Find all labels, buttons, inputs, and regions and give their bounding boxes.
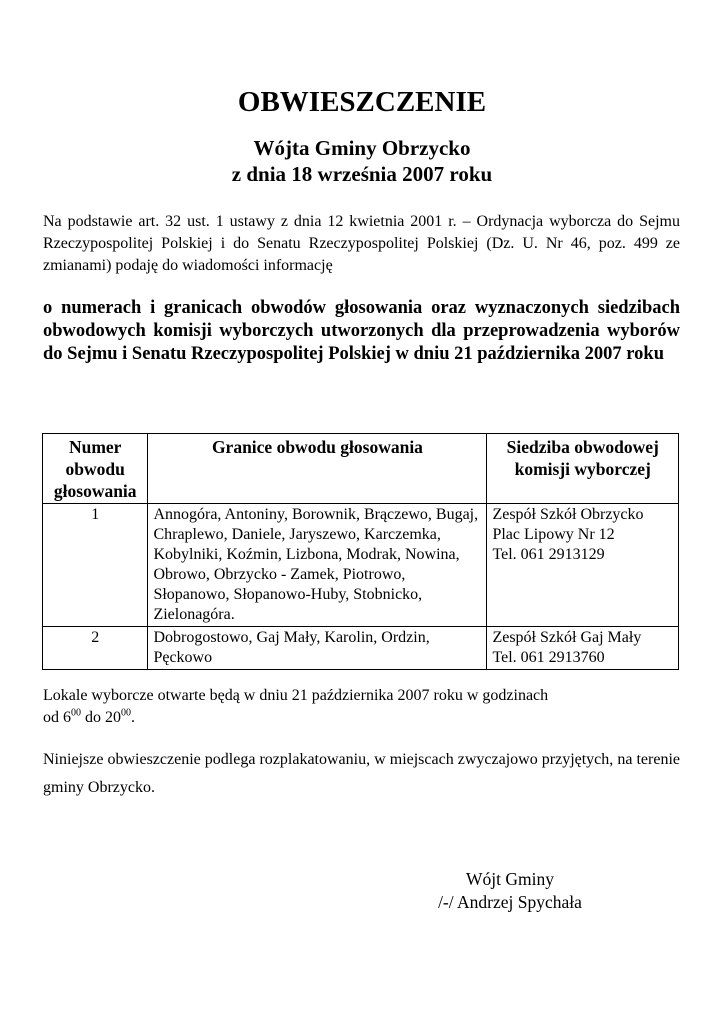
header-boundaries: Granice obwodu głosowania (148, 434, 487, 504)
issuer-heading: Wójta Gminy Obrzycko (253, 136, 471, 160)
header-seat (487, 434, 679, 504)
district-seat (487, 627, 679, 670)
district-seat (487, 504, 679, 627)
seat-line: Tel. 061 2913760 (492, 649, 605, 666)
legal-basis-paragraph: Na podstawie art. 32 ust. 1 ustawy z dnia 12 kwietnia 2001 r. – Ordynacja wyborcza do Sejmu Rzeczypospolitej Polskiej i do Senatu Rzeczypospolitej Polskiej (Dz. U. Nr 46, poz. 499 ze zmianami) podaję do wiadomości informację (43, 213, 680, 274)
posting-note-paragraph: Niniejsze obwieszczenie podlega rozplakatowaniu, w miejscach zwyczajowo przyjętych, na terenie gminy Obrzycko. (43, 751, 680, 796)
district-number: 2 (43, 627, 148, 670)
table-header-row (43, 434, 679, 504)
opening-hours-range: od $6^{00}$ do $20^{00}$. (43, 707, 135, 726)
seat-line: Zespół Szkół Gaj Mały (492, 629, 642, 646)
header-seat-line: komisji wyborczej (514, 459, 651, 479)
opening-hours-text: Lokale wyborcze otwarte będą w dniu 21 października 2007 roku w godzinach (43, 687, 549, 704)
voting-districts-table (42, 433, 679, 670)
seat-line: Tel. 061 2913129 (492, 546, 605, 563)
header-number: Numer obwodu głosowania (43, 434, 148, 504)
seat-line: Zespół Szkół Obrzycko (492, 506, 644, 523)
seat-line: Plac Lipowy Nr 12 (492, 526, 615, 543)
topic-paragraph: o numerach i granicach obwodów głosowania oraz wyznaczonych siedzibach obwodowych komisji wyborczych utworzonych dla przeprowadzenia wyborów do Sejmu i Senatu Rzeczypospolitej Polskiej w dniu 21 października 2007 roku (43, 298, 680, 364)
signature-block (410, 868, 610, 914)
signature-title: Wójt Gminy (466, 869, 554, 889)
district-boundaries: Dobrogostowo, Gaj Mały, Karolin, Ordzin, Pęckowo (148, 627, 487, 670)
table-row (43, 504, 679, 627)
document-title: OBWIESZCZENIE (237, 86, 487, 118)
header-seat-line: Siedziba obwodowej (506, 437, 659, 457)
district-number: 1 (43, 504, 148, 627)
district-boundaries: Annogóra, Antoniny, Borownik, Brączewo, Bugaj, Chraplewo, Daniele, Jaryszewo, Karczemka, Kobylniki, Koźmin, Lizbona, Modrak, Nowina, Obrowo, Obrzycko - Zamek, Piotrowo, Słopanowo, Słopanowo-Huby, Stobnicko, Zielonagóra. (148, 504, 487, 627)
opening-hours-paragraph (43, 685, 680, 729)
table-row (43, 627, 679, 670)
date-heading: z dnia 18 września 2007 roku (231, 162, 493, 186)
signature-name: /-/ Andrzej Spychała (438, 892, 582, 912)
